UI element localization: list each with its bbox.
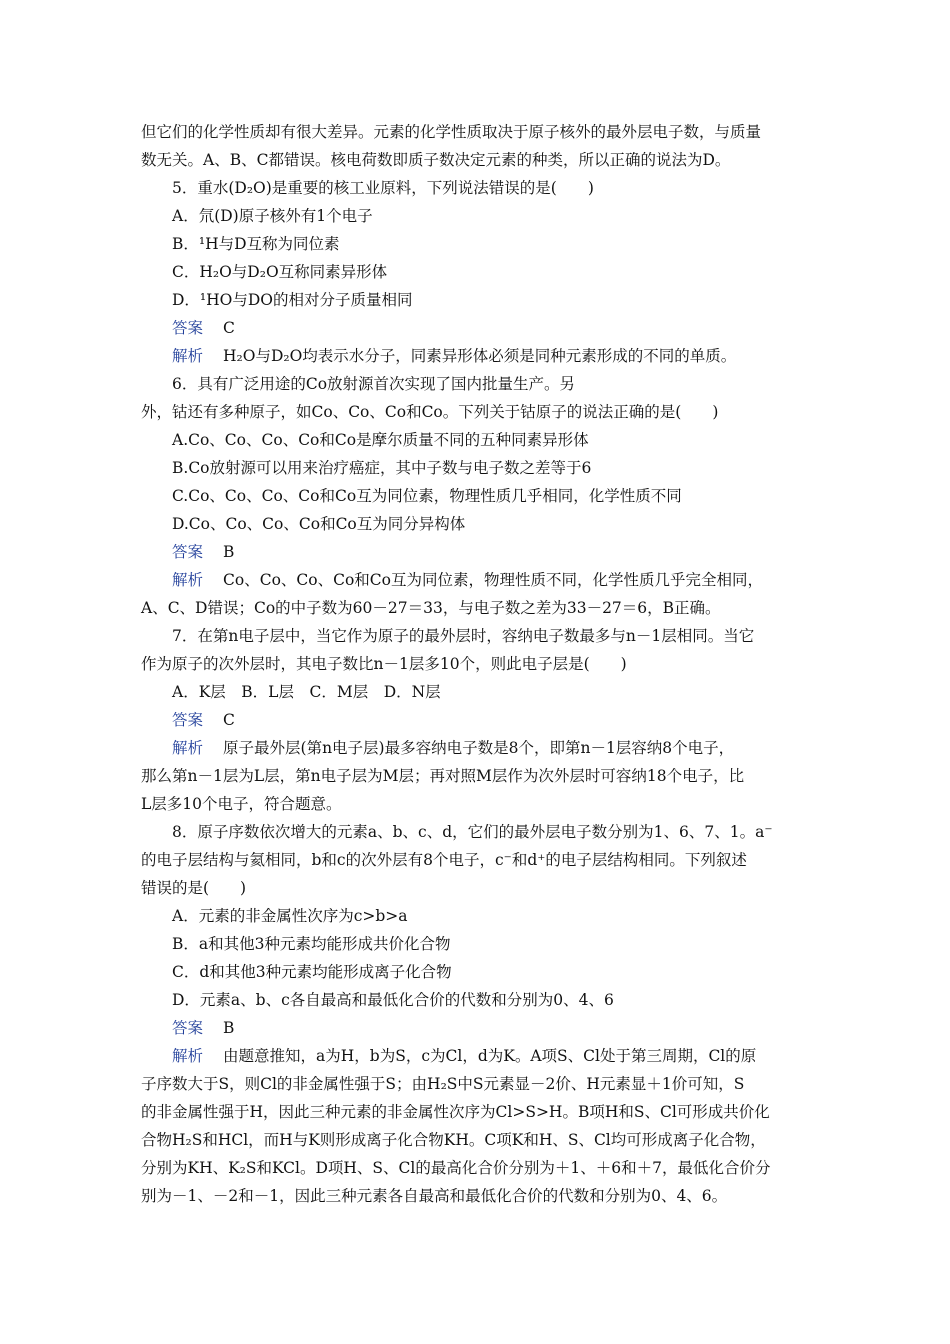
question-8-option-d: D．元素a、b、c各自最高和最低化合价的代数和分别为0、4、6 bbox=[172, 991, 614, 1009]
answer-value: C bbox=[223, 711, 235, 729]
question-7-stem: 作为原子的次外层时，其电子数比n－1层多10个，则此电子层是( ) bbox=[141, 655, 627, 673]
answer-value: B bbox=[223, 543, 235, 561]
analysis-label: 解析 bbox=[172, 571, 204, 589]
question-5-stem: 5．重水(D₂O)是重要的核工业原料，下列说法错误的是( ) bbox=[172, 179, 594, 197]
question-5-option-d: D．¹HO与DO的相对分子质量相同 bbox=[172, 291, 413, 309]
question-5-option-c: C．H₂O与D₂O互称同素异形体 bbox=[172, 263, 388, 281]
answer-label: 答案 bbox=[172, 1019, 204, 1037]
analysis-text: H₂O与D₂O均表示水分子，同素异形体必须是同种元素形成的不同的单质。 bbox=[223, 347, 737, 365]
answer-label: 答案 bbox=[172, 543, 204, 561]
analysis-text: 由题意推知，a为H，b为S，c为Cl，d为K。A项S、Cl处于第三周期，Cl的原 bbox=[223, 1047, 757, 1065]
question-6-stem: 6．具有广泛用途的Co放射源首次实现了国内批量生产。另 bbox=[172, 375, 576, 393]
question-8-stem: 的电子层结构与氦相同，b和c的次外层有8个电子，c⁻和d⁺的电子层结构相同。下列叙述 bbox=[141, 851, 747, 869]
analysis-text: 分别为KH、K₂S和KCl。D项H、S、Cl的最高化合价分别为＋1、＋6和＋7，最低化合价分 bbox=[141, 1159, 771, 1177]
question-8-answer bbox=[141, 1014, 813, 1042]
question-7-options: A．K层 B．L层 C．M层 D．N层 bbox=[172, 683, 441, 701]
analysis-text: 合物H₂S和HCl，而H与K则形成离子化合物KH。C项K和H、S、Cl均可形成离子化合物， bbox=[141, 1131, 766, 1149]
question-5-option-a: A．氘(D)原子核外有1个电子 bbox=[172, 207, 373, 225]
question-6-stem: 外，钴还有多种原子，如Co、Co、Co和Co。下列关于钴原子的说法正确的是( ) bbox=[141, 403, 719, 421]
question-6-answer bbox=[141, 538, 813, 566]
question-8-stem: 8．原子序数依次增大的元素a、b、c、d，它们的最外层电子数分别为1、6、7、1。a⁻ bbox=[172, 823, 773, 841]
question-5-analysis bbox=[141, 342, 813, 370]
analysis-text: Co、Co、Co、Co和Co互为同位素，物理性质不同，化学性质几乎完全相同， bbox=[223, 571, 763, 589]
answer-label: 答案 bbox=[172, 711, 204, 729]
intro-line: 但它们的化学性质却有很大差异。元素的化学性质取决于原子核外的最外层电子数，与质量 bbox=[141, 123, 762, 141]
question-5-answer bbox=[141, 314, 813, 342]
document-page bbox=[141, 118, 813, 1210]
answer-value: C bbox=[223, 319, 235, 337]
analysis-label: 解析 bbox=[172, 739, 204, 757]
question-7-stem: 7．在第n电子层中，当它作为原子的最外层时，容纳电子数最多与n－1层相同。当它 bbox=[172, 627, 755, 645]
question-6-option-d: D.Co、Co、Co、Co和Co互为同分异构体 bbox=[172, 515, 466, 533]
question-8-option-c: C．d和其他3种元素均能形成离子化合物 bbox=[172, 963, 452, 981]
answer-value: B bbox=[223, 1019, 235, 1037]
question-7-analysis bbox=[141, 734, 813, 762]
question-7-answer bbox=[141, 706, 813, 734]
analysis-text: A、C、D错误；Co的中子数为60－27＝33，与电子数之差为33－27＝6，B正确。 bbox=[141, 599, 721, 617]
analysis-text: 原子最外层(第n电子层)最多容纳电子数是8个，即第n－1层容纳8个电子， bbox=[223, 739, 735, 757]
question-6-analysis bbox=[141, 566, 813, 594]
question-6-option-a: A.Co、Co、Co、Co和Co是摩尔质量不同的五种同素异形体 bbox=[172, 431, 589, 449]
analysis-text: 子序数大于S，则Cl的非金属性强于S；由H₂S中S元素显－2价、H元素显＋1价可知，S bbox=[141, 1075, 745, 1093]
question-6-option-b: B.Co放射源可以用来治疗癌症，其中子数与电子数之差等于6 bbox=[172, 459, 592, 477]
analysis-text: 别为－1、－2和－1，因此三种元素各自最高和最低化合价的代数和分别为0、4、6。 bbox=[141, 1187, 728, 1205]
analysis-text: L层多10个电子，符合题意。 bbox=[141, 795, 342, 813]
question-5-option-b: B．¹H与D互称为同位素 bbox=[172, 235, 340, 253]
answer-label: 答案 bbox=[172, 319, 204, 337]
question-8-analysis bbox=[141, 1042, 813, 1070]
analysis-label: 解析 bbox=[172, 347, 204, 365]
analysis-label: 解析 bbox=[172, 1047, 204, 1065]
analysis-text: 的非金属性强于H，因此三种元素的非金属性次序为Cl>S>H。B项H和S、Cl可形成共价化 bbox=[141, 1103, 770, 1121]
question-8-option-a: A．元素的非金属性次序为c>b>a bbox=[172, 907, 408, 925]
intro-line: 数无关。A、B、C都错误。核电荷数即质子数决定元素的种类，所以正确的说法为D。 bbox=[141, 151, 731, 169]
analysis-text: 那么第n－1层为L层，第n电子层为M层；再对照M层作为次外层时可容纳18个电子，比 bbox=[141, 767, 745, 785]
question-8-option-b: B．a和其他3种元素均能形成共价化合物 bbox=[172, 935, 451, 953]
question-6-option-c: C.Co、Co、Co、Co和Co互为同位素，物理性质几乎相同，化学性质不同 bbox=[172, 487, 682, 505]
question-8-stem: 错误的是( ) bbox=[141, 879, 247, 897]
